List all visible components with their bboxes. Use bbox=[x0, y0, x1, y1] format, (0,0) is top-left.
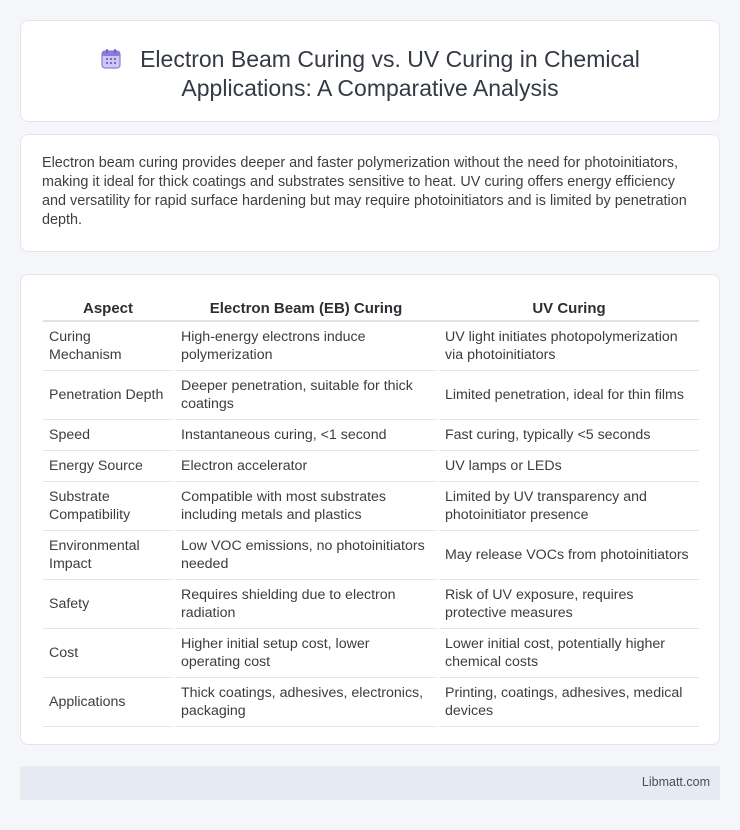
cell-aspect: Cost bbox=[43, 628, 174, 677]
cell-aspect: Energy Source bbox=[43, 450, 174, 481]
cell-uv: Limited penetration, ideal for thin films bbox=[438, 370, 699, 419]
comparison-table-card bbox=[20, 274, 720, 745]
cell-aspect: Substrate Compatibility bbox=[43, 481, 174, 530]
cell-uv: May release VOCs from photoinitiators bbox=[438, 530, 699, 579]
cell-aspect: Curing Mechanism bbox=[43, 321, 174, 370]
cell-eb: Compatible with most substrates including metals and plastics bbox=[174, 481, 438, 530]
cell-eb: Deeper penetration, suitable for thick coatings bbox=[174, 370, 438, 419]
page-title bbox=[70, 45, 670, 103]
cell-aspect: Safety bbox=[43, 579, 174, 628]
table-row bbox=[43, 450, 699, 481]
summary-text: Electron beam curing provides deeper and faster polymerization without the need for photoinitiators, making it ideal for thick coatings and substrates sensitive to heat. UV curing offers energy efficiency and versatility for rapid surface hardening but may require photoinitiators and is limited by penetration depth. bbox=[42, 155, 687, 228]
cell-aspect: Penetration Depth bbox=[43, 370, 174, 419]
summary-card bbox=[20, 134, 720, 252]
calendar-icon bbox=[100, 48, 122, 70]
cell-aspect: Speed bbox=[43, 419, 174, 450]
cell-aspect: Applications bbox=[43, 677, 174, 726]
table-header-row bbox=[43, 297, 699, 321]
cell-eb: Low VOC emissions, no photoinitiators needed bbox=[174, 530, 438, 579]
table-row bbox=[43, 419, 699, 450]
title-wrap bbox=[21, 45, 719, 103]
cell-eb: High-energy electrons induce polymerization bbox=[174, 321, 438, 370]
cell-eb: Instantaneous curing, <1 second bbox=[174, 419, 438, 450]
table-row bbox=[43, 481, 699, 530]
title-card bbox=[20, 20, 720, 122]
cell-uv: Limited by UV transparency and photoinitiator presence bbox=[438, 481, 699, 530]
header-uv-curing: UV Curing bbox=[438, 297, 699, 321]
cell-uv: Fast curing, typically <5 seconds bbox=[438, 419, 699, 450]
table-row bbox=[43, 530, 699, 579]
cell-uv: UV light initiates photopolymerization via photoinitiators bbox=[438, 321, 699, 370]
cell-aspect: Environmental Impact bbox=[43, 530, 174, 579]
footer bbox=[20, 766, 720, 800]
cell-uv: UV lamps or LEDs bbox=[438, 450, 699, 481]
cell-eb: Higher initial setup cost, lower operating cost bbox=[174, 628, 438, 677]
cell-uv: Lower initial cost, potentially higher chemical costs bbox=[438, 628, 699, 677]
table-row bbox=[43, 677, 699, 726]
comparison-table bbox=[43, 297, 699, 727]
cell-eb: Thick coatings, adhesives, electronics, packaging bbox=[174, 677, 438, 726]
table-row bbox=[43, 579, 699, 628]
header-eb-curing: Electron Beam (EB) Curing bbox=[174, 297, 438, 321]
page-title-text: Electron Beam Curing vs. UV Curing in Chemical Applications: A Comparative Analysis bbox=[140, 46, 640, 101]
cell-eb: Electron accelerator bbox=[174, 450, 438, 481]
header-aspect: Aspect bbox=[43, 297, 174, 321]
cell-uv: Printing, coatings, adhesives, medical devices bbox=[438, 677, 699, 726]
footer-brand[interactable]: Libmatt.com bbox=[641, 775, 710, 789]
table-row bbox=[43, 628, 699, 677]
cell-uv: Risk of UV exposure, requires protective measures bbox=[438, 579, 699, 628]
table-row bbox=[43, 321, 699, 370]
table-row bbox=[43, 370, 699, 419]
cell-eb: Requires shielding due to electron radiation bbox=[174, 579, 438, 628]
